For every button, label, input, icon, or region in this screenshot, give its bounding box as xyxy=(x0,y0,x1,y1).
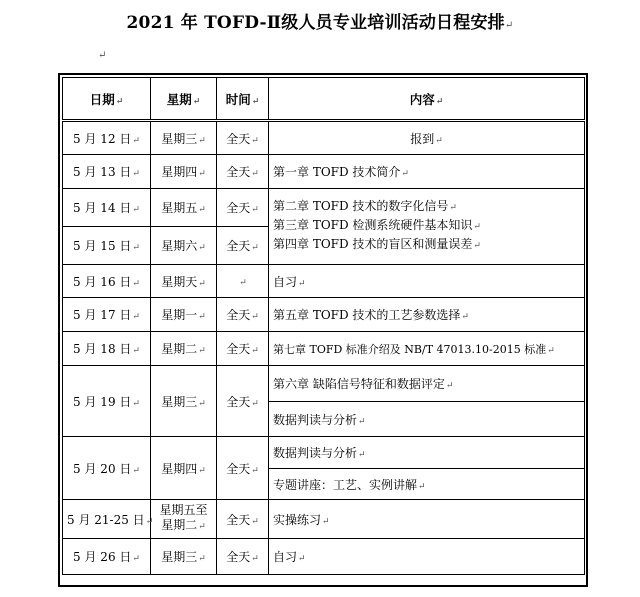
table-header-row xyxy=(63,78,585,121)
date-cell: 5 月 20 日↵ xyxy=(63,437,151,500)
date-cell: 5 月 26 日↵ xyxy=(63,539,151,575)
time-cell: 全天↵ xyxy=(217,155,269,189)
date-cell: 5 月 12 日↵ xyxy=(63,121,151,155)
date-cell: 5 月 15 日↵ xyxy=(63,227,151,265)
weekday-line: 星期二↵ xyxy=(161,518,206,532)
weekday-cell: 星期一↵ xyxy=(151,298,217,332)
paragraph-mark-icon: ↵ xyxy=(98,50,107,61)
content-cell: 报到↵ xyxy=(269,121,585,155)
date-cell: 5 月 16 日↵ xyxy=(63,265,151,298)
weekday-cell: 星期三↵ xyxy=(151,121,217,155)
date-cell: 5 月 17 日↵ xyxy=(63,298,151,332)
date-cell: 5 月 18 日↵ xyxy=(63,332,151,366)
time-cell: 全天↵ xyxy=(217,298,269,332)
table-row xyxy=(63,121,585,155)
content-line: 第二章 TOFD 技术的数字化信号↵ xyxy=(273,199,457,213)
content-line: 第三章 TOFD 检测系统硬件基本知识↵ xyxy=(273,218,481,232)
date-cell: 5 月 21-25 日↵ xyxy=(63,500,151,539)
content-cell: 自习↵ xyxy=(269,539,585,575)
table-row xyxy=(63,366,585,402)
weekday-cell: 星期二↵ xyxy=(151,332,217,366)
weekday-cell: 星期四↵ xyxy=(151,437,217,500)
table-row xyxy=(63,332,585,366)
content-cell: 第七章 TOFD 标准介绍及 NB/T 47013.10-2015 标准↵ xyxy=(269,332,585,366)
content-cell: 第六章 缺陷信号特征和数据评定↵ xyxy=(269,366,585,402)
table-row xyxy=(63,437,585,469)
weekday-cell: 星期四↵ xyxy=(151,155,217,189)
content-cell: 第五章 TOFD 技术的工艺参数选择↵ xyxy=(269,298,585,332)
document-title xyxy=(0,8,640,33)
table-row xyxy=(63,539,585,575)
title-text: 2021 年 TOFD-Ⅱ级人员专业培训活动日程安排 xyxy=(126,13,505,33)
weekday-cell: 星期三↵ xyxy=(151,539,217,575)
time-cell: 全天↵ xyxy=(217,437,269,500)
table-row xyxy=(63,155,585,189)
date-cell: 5 月 13 日↵ xyxy=(63,155,151,189)
weekday-cell xyxy=(151,500,217,539)
weekday-line: 星期五至 xyxy=(159,503,208,517)
date-cell: 5 月 14 日↵ xyxy=(63,189,151,227)
table-row xyxy=(63,265,585,298)
content-cell: 第一章 TOFD 技术简介↵ xyxy=(269,155,585,189)
date-cell: 5 月 19 日↵ xyxy=(63,366,151,437)
time-cell: ↵ xyxy=(217,265,269,298)
time-cell: 全天↵ xyxy=(217,366,269,437)
time-cell: 全天↵ xyxy=(217,227,269,265)
weekday-cell: 星期六↵ xyxy=(151,227,217,265)
header-weekday: 星期↵ xyxy=(151,78,217,121)
content-cell: 数据判读与分析↵ xyxy=(269,437,585,469)
paragraph-mark-icon: ↵ xyxy=(504,20,514,31)
header-time: 时间↵ xyxy=(217,78,269,121)
header-content: 内容↵ xyxy=(269,78,585,121)
content-cell: 专题讲座：工艺、实例讲解↵ xyxy=(269,469,585,500)
content-line: 第四章 TOFD 技术的盲区和测量误差↵ xyxy=(273,237,481,251)
weekday-cell: 星期五↵ xyxy=(151,189,217,227)
merged-content-cell xyxy=(269,189,585,265)
table-row xyxy=(63,500,585,539)
time-cell: 全天↵ xyxy=(217,189,269,227)
table-row xyxy=(63,298,585,332)
content-cell: 自习↵ xyxy=(269,265,585,298)
weekday-cell: 星期天↵ xyxy=(151,265,217,298)
header-date: 日期↵ xyxy=(63,78,151,121)
time-cell: 全天↵ xyxy=(217,539,269,575)
time-cell: 全天↵ xyxy=(217,121,269,155)
table-row xyxy=(63,189,585,227)
schedule-table xyxy=(62,77,585,575)
weekday-cell: 星期三↵ xyxy=(151,366,217,437)
content-cell: 实操练习↵ xyxy=(269,500,585,539)
content-cell: 数据判读与分析↵ xyxy=(269,402,585,437)
time-cell: 全天↵ xyxy=(217,500,269,539)
time-cell: 全天↵ xyxy=(217,332,269,366)
